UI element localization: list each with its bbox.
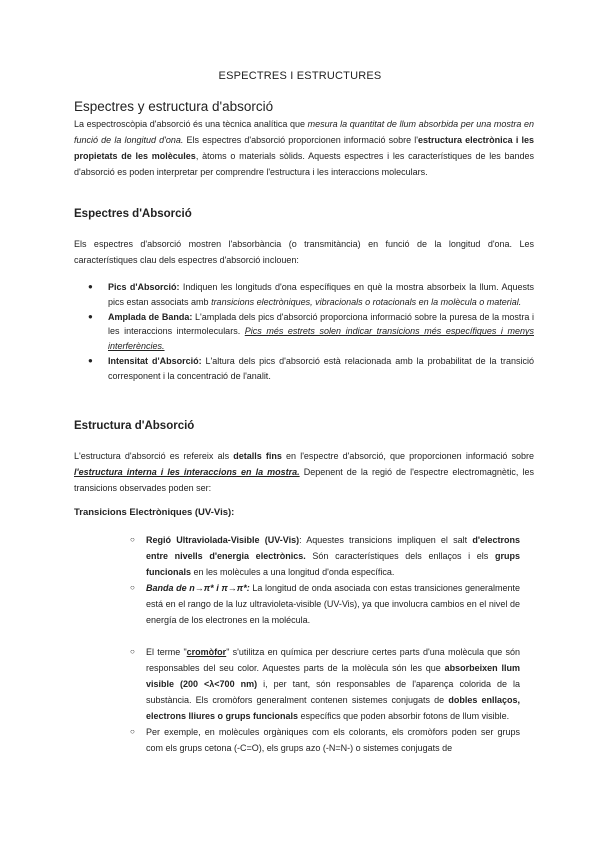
list-item: ○ Banda de n→π* i π→π*: La longitud de onda asociada con estas transiciones generalmente está en el rango de la luz ultravioleta-visible (UV-Vis), ya que involucra cambios en el nivel de energía de los electrones en la molécula. [130, 580, 520, 628]
list-item: ○ Per exemple, en molècules orgàniques com els colorants, els cromòfors poden ser grups com els grups cetona (-C=O), els grups azo (-N=N-) o sistemes conjugats de [130, 724, 520, 756]
espectres-paragraph: Els espectres d'absorció mostren l'absorbància (o transmitància) en funció de la longitud d'ona. Les característiques clau dels espectres d'absorció inclouen: [74, 239, 534, 265]
document-title: ESPECTRES I ESTRUCTURES [218, 70, 382, 82]
heading-espectres-absorcio: Espectres d'Absorció [74, 208, 192, 220]
absorption-features-list [74, 280, 534, 384]
list-item: ○ El terme "cromòfor" s'utilitza en química per descriure certes parts d'una molècula que són responsables del seu color. Aquestes parts de la molècula són les que absorbeixen llum visible (200 <λ<700 nm) i, per tant, són responsables de l'aparença colorida de la substància. Els cromòfors generalment contenen sistemes conjugats de dobles enllaços, electrons lliures o grups funcionals específics que poden absorbir fotons de llum visible. [130, 644, 520, 724]
heading-estructura-absorcio: Estructura d'Absorció [74, 420, 195, 432]
subheading-transicions: Transicions Electròniques (UV-Vis): [74, 507, 235, 518]
list-item: ● Intensitat d'Absorció: L'altura dels pics d'absorció està relacionada amb la probabilitat de la transició corresponent i la concentració de l'analit. [74, 354, 534, 384]
transitions-list-a [130, 532, 520, 628]
estructura-paragraph: L'estructura d'absorció es refereix als detalls fins en l'espectre d'absorció, que proporcionen informació sobre l'estructura interna i les interaccions en la mostra. Depenent de la regió de l'espectre electromagnètic, les transicions observades poden ser: [74, 451, 534, 493]
list-item: ○ Regió Ultraviolada-Visible (UV-Vis): Aquestes transicions impliquen el salt d'electrons entre nivells d'energia electrònics. Són característiques dels enllaços i els grups funcionals en les molècules a una longitud d'onda específica. [130, 532, 520, 580]
transitions-list-b [130, 644, 520, 756]
heading-espectres-estructura: Espectres y estructura d'absorció [74, 99, 274, 114]
list-item: ● Amplada de Banda: L'amplada dels pics d'absorció proporciona informació sobre la puresa de la mostra i les interaccions intermoleculars. Pics més estrets solen indicar transicions més específiques i menys interferències. [74, 310, 534, 354]
intro-paragraph: La espectroscòpia d'absorció és una tècnica analítica que mesura la quantitat de llum absorbida per una mostra en funció de la longitud d'ona. Els espectres d'absorció proporcionen informació sobre l'estructura electrònica i les propietats de les molècules, àtoms o materials sòlids. Aquests espectres i les característiques de les bandes d'absorció es poden interpretar per comprendre l'estructura i les interaccions moleculars. [74, 119, 535, 177]
list-item: ● Pics d'Absorció: Indiquen les longituds d'ona específiques en què la mostra absorbeix la llum. Aquests pics estan associats amb transicions electròniques, vibracionals o rotacionals en la molècula o material. [74, 280, 534, 310]
